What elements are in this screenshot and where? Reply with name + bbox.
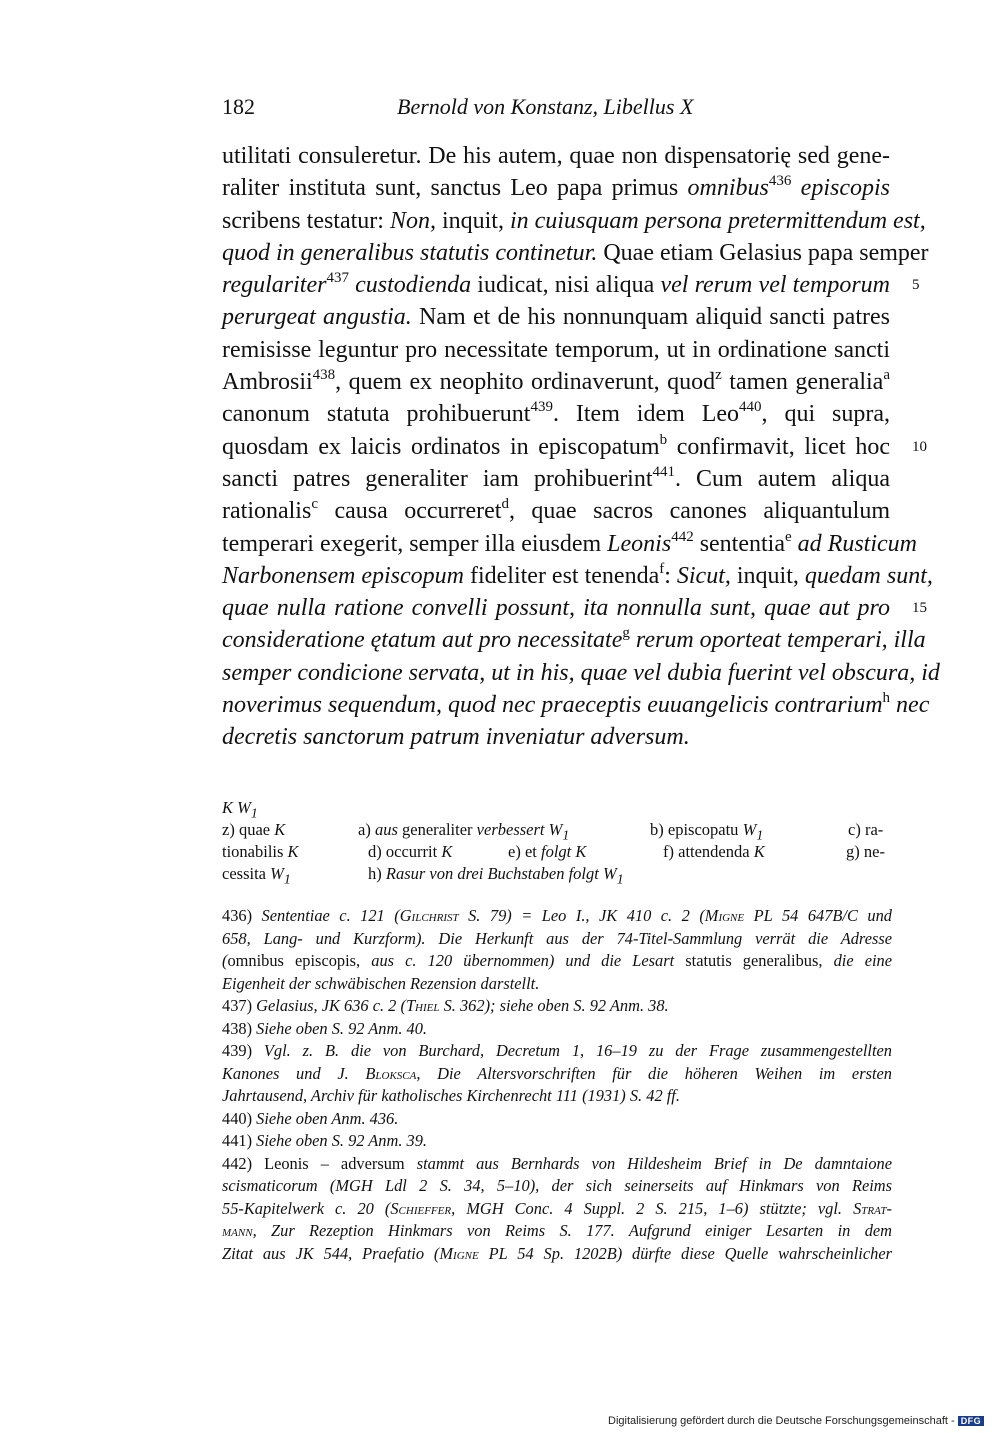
footnotes xyxy=(222,905,892,1265)
footnote-line: 436) Sententiae c. 121 (Gilchrist S. 79) = Leo I., JK 410 c. 2 (Migne PL 54 647B/C und xyxy=(222,906,892,925)
apparatus-row: cessita $W_1$ h) Rasur von drei Buchstaben folgt $W_1$ xyxy=(222,864,624,887)
text-line: canonum statuta prohibuerunt$^{439}$. Item idem Leo$^{440}$, qui supra, xyxy=(222,399,891,428)
text-line: quosdam ex laicis ordinatos in episcopatum$^b$ confirmavit, licet hoc 10 xyxy=(222,431,890,463)
digitization-credit xyxy=(608,1415,984,1427)
text-line: decretis sanctorum patrum inveniatur adversum. xyxy=(222,724,690,751)
text-line: utilitati consuleretur. De his autem, quae non dispensatorię sed gene- xyxy=(222,143,890,169)
text-line: temperari exegerit, semper illa eiusdem Leonis$^{442}$ sententia$^e$ ad Rusticum xyxy=(222,528,917,557)
footnote-line: 437) Gelasius, JK 636 c. 2 (Thiel S. 362); siehe oben S. 92 Anm. 38. xyxy=(222,996,669,1015)
credit-text: Digitalisierung gefördert durch die Deutsche Forschungsgemeinschaft - xyxy=(608,1415,955,1427)
text-line: perurgeat angustia. Nam et de his nonnunquam aliquid sancti patres xyxy=(222,304,890,331)
footnote-line: 440) Siehe oben Anm. 436. xyxy=(222,1108,399,1128)
text-line: consideratione ętatum aut pro necessitate$^g$ rerum oporteat temperari, illa xyxy=(222,625,926,654)
text-line: remisisse leguntur pro necessitate temporum, ut in ordinatione sancti xyxy=(222,336,890,363)
text-line: sancti patres generaliter iam prohibuerint$^{441}$. Cum autem aliqua xyxy=(222,463,890,492)
text-line: quae nulla ratione convelli possunt, ita nonnulla sunt, quae aut pro 15 xyxy=(222,592,890,624)
apparatus-row: z) quae K a) aus generaliter verbessert $W_1$ b) episcopatu $W_1$ c) ra- xyxy=(222,820,884,843)
text-line: scribens testatur: Non, inquit, in cuiusquam persona pretermittendum est, xyxy=(222,207,926,234)
footnote-line: (omnibus episcopis, aus c. 120 übernommen) und die Lesart statutis generalibus, die eine xyxy=(222,951,893,970)
footnote-line: Eigenheit der schwäbischen Rezension darstellt. xyxy=(222,973,540,993)
footnote-line: 439) Vgl. z. B. die von Burchard, Decretum 1, 16–19 zu der Frage zusammengestellten xyxy=(222,1041,892,1060)
text-line: rationalis$^c$ causa occurreret$^d$, quae sacros canones aliquantulum xyxy=(222,496,890,525)
text-line: quod in generalibus statutis continetur. Quae etiam Gelasius papa semper xyxy=(222,239,929,266)
line-number: 15 xyxy=(912,600,927,617)
footnote-line: mann, Zur Rezeption Hinkmars von Reims S. 177. Aufgrund einiger Lesarten in dem xyxy=(222,1221,892,1240)
text-line: Ambrosii$^{438}$, quem ex neophito ordinaverunt, quod$^z$ tamen generalia$^a$ xyxy=(222,367,890,396)
line-number: 5 xyxy=(912,277,920,294)
critical-apparatus xyxy=(222,797,892,885)
text-line: regulariter$^{437}$ custodienda iudicat, nisi aliqua vel rerum vel temporum 5 xyxy=(222,269,890,301)
page-number: 182 xyxy=(222,94,255,119)
running-title: Bernold von Konstanz, Libellus X xyxy=(397,94,694,119)
footnote-line: 55-Kapitelwerk c. 20 (Schieffer, MGH Conc. 4 Suppl. 2 S. 215, 1–6) stützte; vgl. Strat- xyxy=(222,1198,892,1218)
dfg-logo: DFG xyxy=(958,1416,985,1426)
text-line: noverimus sequendum, quod nec praeceptis euuangelicis contrarium$^h$ nec xyxy=(222,690,930,719)
apparatus-row: tionabilis K d) occurrit K e) et folgt K f) attendenda K g) ne- xyxy=(222,842,885,861)
footnote-line: 438) Siehe oben S. 92 Anm. 40. xyxy=(222,1018,428,1038)
footnote-line: 442) Leonis – adversum stammt aus Bernhards von Hildesheim Brief in De damntaione xyxy=(222,1153,892,1173)
footnote-line: Zitat aus JK 544, Praefatio (Migne PL 54 Sp. 1202B) dürfte diese Quelle wahrscheinlicher xyxy=(222,1243,892,1263)
footnote-line: scismaticorum (MGH Ldl 2 S. 34, 5–10), der sich seinerseits auf Hinkmars von Reims xyxy=(222,1176,892,1195)
text-line: raliter instituta sunt, sanctus Leo papa primus omnibus$^{436}$ episcopis xyxy=(222,173,890,202)
page-header xyxy=(222,94,892,124)
apparatus-sigla: K $W_1$ xyxy=(222,798,258,821)
footnote-line: Jahrtausend, Archiv für katholisches Kirchenrecht 111 (1931) S. 42 ff. xyxy=(222,1086,680,1105)
text-line: semper condicione servata, ut in his, quae vel dubia fuerint vel obscura, id xyxy=(222,659,940,686)
main-text xyxy=(222,140,940,754)
footnote-line: 441) Siehe oben S. 92 Anm. 39. xyxy=(222,1131,428,1150)
text-line: Narbonensem episcopum fideliter est tenenda$^f$: Sicut, inquit, quedam sunt, xyxy=(222,560,933,589)
footnote-line: Kanones und J. Bloksca, Die Altersvorschriften für die höheren Weihen im ersten xyxy=(222,1063,892,1083)
line-number: 10 xyxy=(912,438,927,455)
footnote-line: 658, Lang- und Kurzform). Die Herkunft aus der 74-Titel-Sammlung verrät die Adresse xyxy=(222,928,892,948)
